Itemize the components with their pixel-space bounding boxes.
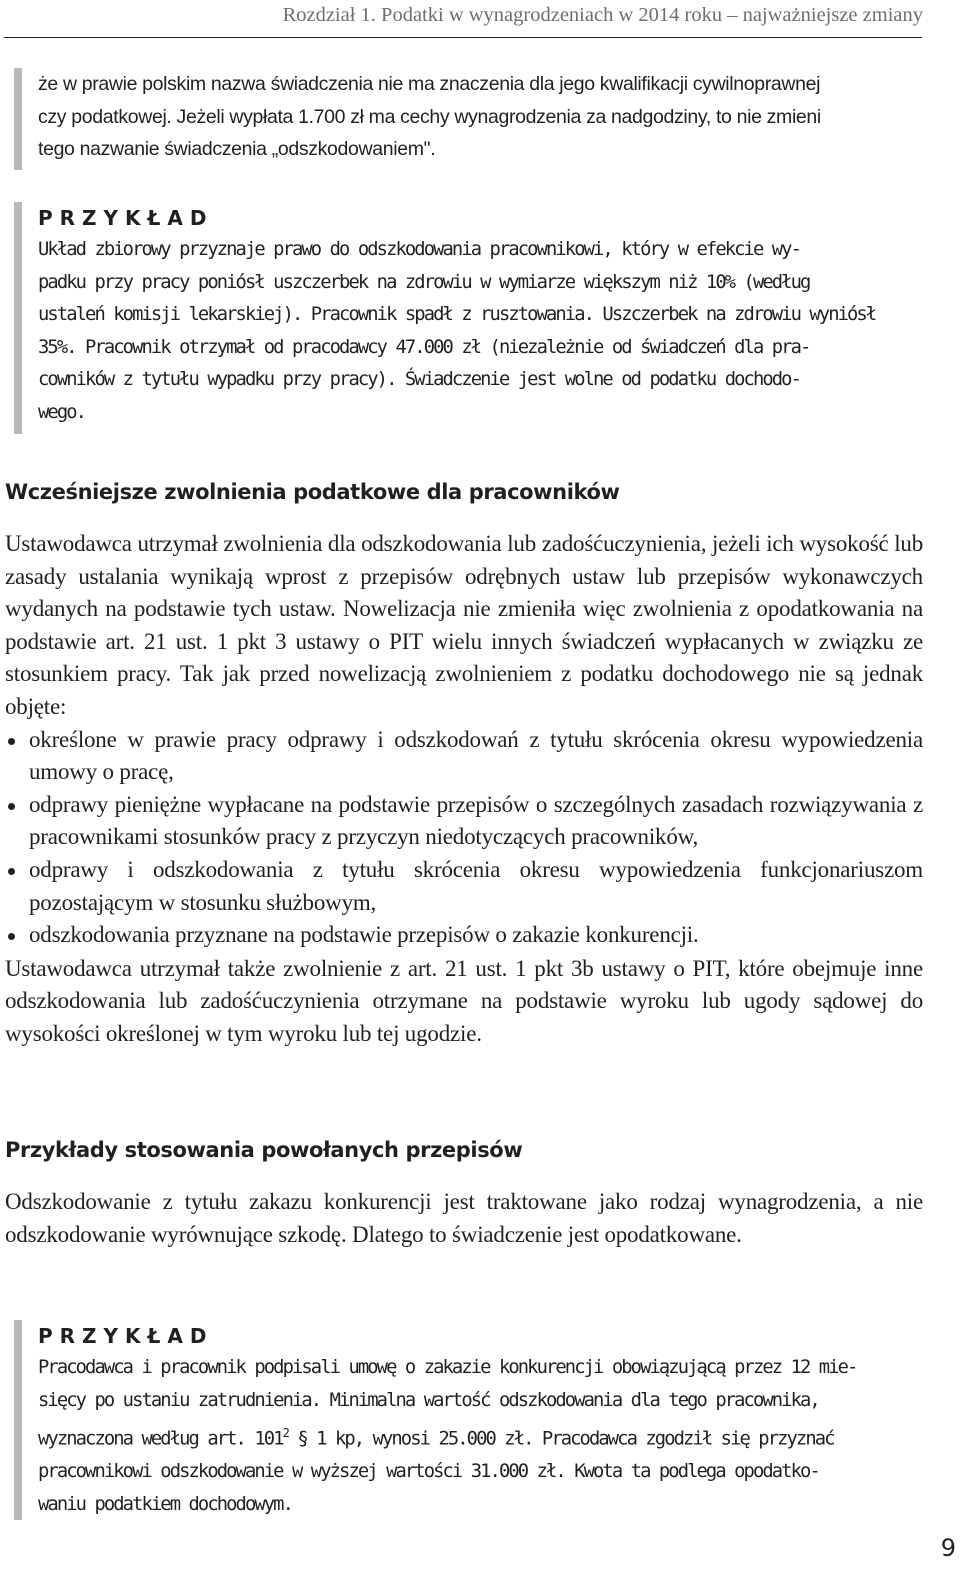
text-line: 35%. Pracownik otrzymał od pracodawcy 47.000 zł (niezależnie od świadczeń dla pra- — [38, 336, 810, 358]
text-line: cowników z tytułu wypadku przy pracy). Świadczenie jest wolne od podatku dochodo- — [38, 369, 800, 391]
bullet-list — [5, 724, 923, 952]
section-body — [5, 528, 923, 1051]
text-line: padku przy pracy poniósł uszczerbek na zdrowiu w wymiarze większym niż 10% (według — [38, 271, 810, 293]
bullet-icon — [8, 738, 15, 745]
paragraph: Ustawodawca utrzymał zwolnienia dla odszkodowania lub zadośćuczynienia, jeżeli ich wysokość lub zasady ustalania wynikają wprost z przepisów odrębnych ustaw lub przepisów wykonawczych wydanych na podstawie tych ustaw. Nowelizacja nie zmieniła więc zwolnienia z opodatkowania na podstawie art. 21 ust. 1 pkt 3 ustawy o PIT wielu innych świadczeń wypłacanych w związku ze stosunkiem pracy. Tak jak przed nowelizacją zwolnieniem z podatku dochodowego nie są jednak objęte: — [5, 531, 923, 719]
example-text — [38, 234, 922, 430]
box-accent-bar — [14, 202, 22, 434]
paragraph: Ustawodawca utrzymał także zwolnienie z art. 21 ust. 1 pkt 3b ustawy o PIT, które obejmuje inne odszkodowania lub zadośćuczynienia otrzymane na podstawie wyroku lub ugody sądowej do wysokości określonej w tym wyroku lub tej ugodzie. — [5, 955, 923, 1046]
list-item-text: odprawy i odszkodowania z tytułu skrócenia okresu wypowiedzenia funkcjonariuszom pozostającym w stosunku służbowym, — [29, 856, 923, 915]
example-label: PRZYKŁAD — [38, 1324, 214, 1348]
running-title: Rozdział 1. Podatki w wynagrodzeniach w 2014 roku – najważniejsze zmiany — [282, 4, 923, 26]
list-item-text: odszkodowania przyznane na podstawie przepisów o zakazie konkurencji. — [29, 922, 699, 948]
text-line: Układ zbiorowy przyznaje prawo do odszkodowania pracownikowi, który w efekcie wy- — [38, 239, 800, 260]
text-span: § 1 kp, wynosi 25.000 zł. Pracodawca zgodził się przyznać — [287, 1428, 834, 1450]
box-accent-bar — [14, 1320, 22, 1520]
continuation-box — [14, 68, 922, 170]
header-rule — [4, 37, 922, 38]
list-item-text: określone w prawie pracy odprawy i odszkodowań z tytułu skrócenia okresu wypowiedzenia umowy o pracę, — [29, 726, 923, 785]
bullet-icon — [8, 803, 15, 810]
text-line: sięcy po ustaniu zatrudnienia. Minimalna wartość odszkodowania dla tego pracownika, — [38, 1389, 819, 1411]
text-line: że w prawie polskim nazwa świadczenia nie ma znaczenia dla jego kwalifikacji cywilnoprawnej — [38, 73, 821, 95]
superscript: 2 — [282, 1426, 288, 1441]
example-text — [38, 1352, 922, 1521]
text-line: ustaleń komisji lekarskiej). Pracownik spadł z rusztowania. Uszczerbek na zdrowiu wyniósł — [38, 304, 876, 326]
section-body — [5, 1186, 923, 1251]
example-box — [14, 1320, 922, 1520]
section-heading: Wcześniejsze zwolnienia podatkowe dla pracowników — [5, 480, 620, 504]
text-span: wyznaczona według art. 101 — [38, 1428, 283, 1450]
example-label: PRZYKŁAD — [38, 206, 214, 230]
list-item — [5, 919, 923, 952]
bullet-icon — [8, 933, 15, 940]
text-line: czy podatkowej. Jeżeli wypłata 1.700 zł ma cechy wynagrodzenia za nadgodziny, to nie zmieni — [38, 105, 821, 128]
continuation-text — [38, 68, 922, 166]
list-item — [5, 724, 923, 789]
text-line: Pracodawca i pracownik podpisali umowę o zakazie konkurencji obowiązującą przez 12 mie- — [38, 1357, 857, 1378]
text-line: tego nazwanie świadczenia „odszkodowaniem". — [38, 138, 436, 161]
text-line: pracownikowi odszkodowanie w wyższej wartości 31.000 zł. Kwota ta podlega opodatko- — [38, 1461, 819, 1483]
paragraph: Odszkodowanie z tytułu zakazu konkurencji jest traktowane jako rodzaj wynagrodzenia, a nie odszkodowanie wyrównujące szkodę. Dlatego to świadczenie jest opodatkowane. — [5, 1189, 923, 1247]
text-line — [38, 1417, 922, 1456]
section-heading: Przykłady stosowania powołanych przepisów — [5, 1138, 523, 1162]
text-line: wego. — [38, 401, 86, 423]
page-number: 9 — [940, 1534, 956, 1562]
example-box — [14, 202, 922, 434]
list-item — [5, 789, 923, 854]
box-accent-bar — [14, 68, 22, 170]
list-item — [5, 854, 923, 919]
list-item-text: odprawy pieniężne wypłacane na podstawie przepisów o szczególnych zasadach rozwiązywania z pracownikami stosunków pracy z przyczyn niedotyczących pracowników, — [29, 791, 923, 850]
bullet-icon — [8, 868, 15, 875]
text-line: waniu podatkiem dochodowym. — [38, 1493, 292, 1515]
